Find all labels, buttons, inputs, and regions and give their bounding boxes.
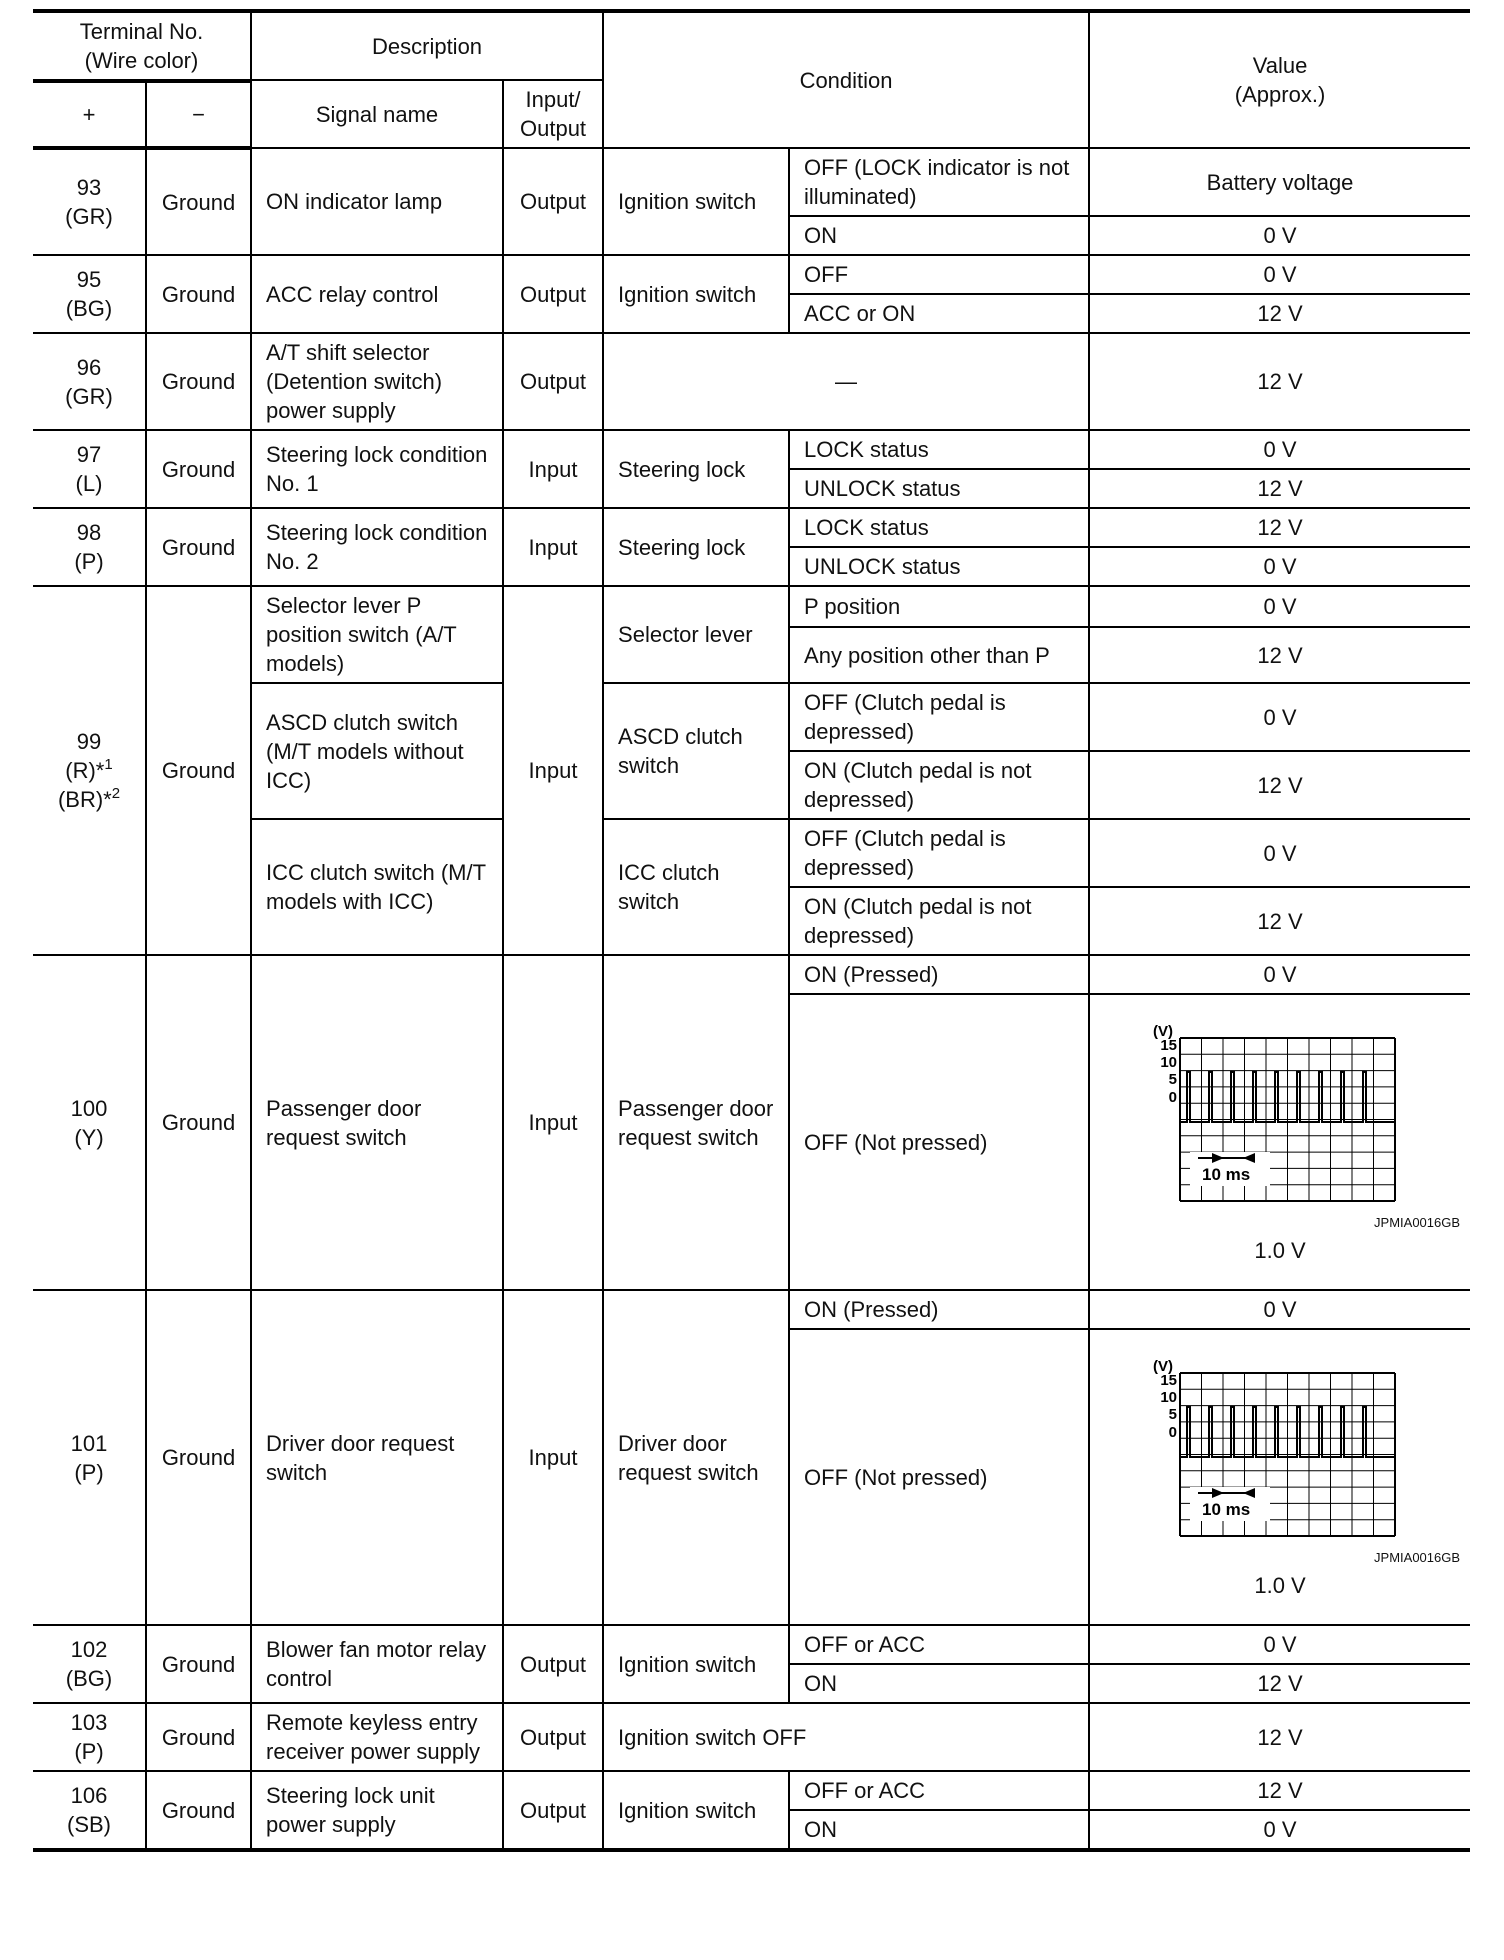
terminal-cell xyxy=(33,955,146,1290)
oscilloscope-waveform xyxy=(1150,1024,1410,1214)
value-header xyxy=(1089,11,1470,148)
io-cell: Input xyxy=(503,508,603,586)
sub-condition-cell: Any position other than P xyxy=(789,627,1089,683)
terminal-cell xyxy=(33,148,146,255)
footnote-mark: 2 xyxy=(111,785,121,802)
value-cell: 12 V xyxy=(1089,1703,1470,1771)
waveform-value: 1.0 V xyxy=(1254,1237,1306,1263)
value-cell: 0 V xyxy=(1089,216,1470,255)
condition-cell: ICC clutch switch xyxy=(603,819,789,955)
footnote-mark: 1 xyxy=(104,756,113,773)
sub-condition-cell: ON (Clutch pedal is not depressed) xyxy=(789,887,1089,955)
minus-header: − xyxy=(146,82,251,148)
terminal-cell xyxy=(33,586,146,955)
signal-name-cell: A/T shift selector (Detention switch) power supply xyxy=(251,333,503,430)
signal-name-cell: ASCD clutch switch (M/T models without ICC) xyxy=(251,683,503,819)
io-cell: Output xyxy=(503,255,603,333)
terminal-cell xyxy=(33,333,146,430)
signal-name-header: Signal name xyxy=(251,80,503,148)
wire-color: (Y) xyxy=(74,1124,104,1150)
condition-cell: Ignition switch xyxy=(603,255,789,333)
waveform-value: 1.0 V xyxy=(1254,1572,1306,1598)
sub-condition-cell: ACC or ON xyxy=(789,294,1089,333)
approx-label: (Approx.) xyxy=(1234,82,1326,107)
value-cell: 12 V xyxy=(1089,751,1470,819)
wire-color: (R)* xyxy=(65,758,105,783)
terminal-no-header xyxy=(33,11,251,80)
value-cell: 0 V xyxy=(1089,1625,1470,1664)
io-cell: Input xyxy=(503,430,603,508)
scope-tick-label: 5 xyxy=(1168,1405,1178,1423)
table-row xyxy=(33,430,1470,469)
sub-condition-cell: OFF (Not pressed) xyxy=(789,1329,1089,1625)
scope-tick-label: 10 xyxy=(1160,1053,1178,1071)
condition-cell: Steering lock xyxy=(603,508,789,586)
signal-name-cell: Steering lock condition No. 1 xyxy=(251,430,503,508)
sub-condition-cell: LOCK status xyxy=(789,430,1089,469)
io-cell: Output xyxy=(503,1703,603,1771)
table-row xyxy=(33,1290,1470,1329)
ground-cell: Ground xyxy=(146,1703,251,1771)
condition-header: Condition xyxy=(603,11,1089,148)
value-cell: 12 V xyxy=(1089,1771,1470,1810)
scope-unit-label: (V) xyxy=(1153,1023,1174,1040)
value-cell: Battery voltage xyxy=(1089,148,1470,216)
terminal-table xyxy=(33,9,1470,1852)
ground-cell: Ground xyxy=(146,430,251,508)
sub-condition-cell: OFF xyxy=(789,255,1089,294)
sub-condition-cell: UNLOCK status xyxy=(789,469,1089,508)
table-row xyxy=(33,955,1470,994)
value-cell: 0 V xyxy=(1089,1810,1470,1850)
value-cell: 12 V xyxy=(1089,887,1470,955)
scope-tick-label: 0 xyxy=(1168,1088,1178,1106)
terminal-cell xyxy=(33,508,146,586)
table-row xyxy=(33,1625,1470,1664)
figure-reference: JPMIA0016GB xyxy=(1374,1549,1461,1565)
ground-cell: Ground xyxy=(146,508,251,586)
signal-name-cell: Steering lock unit power supply xyxy=(251,1771,503,1850)
scope-tick-label: 0 xyxy=(1168,1423,1178,1441)
input-output-header: Input/ Output xyxy=(503,80,603,148)
figure-reference: JPMIA0016GB xyxy=(1374,1214,1461,1230)
wire-color: (GR) xyxy=(65,383,113,409)
ground-cell: Ground xyxy=(146,255,251,333)
time-division-label: 10 ms xyxy=(1202,1499,1251,1519)
ground-cell: Ground xyxy=(146,1771,251,1850)
signal-name-cell: Blower fan motor relay control xyxy=(251,1625,503,1703)
wire-color: (P) xyxy=(74,1739,104,1764)
table-row xyxy=(33,148,1470,216)
sub-condition-cell: OFF or ACC xyxy=(789,1625,1089,1664)
value-label: Value xyxy=(1252,53,1308,78)
sub-condition-cell: OFF or ACC xyxy=(789,1771,1089,1810)
value-cell: 0 V xyxy=(1089,683,1470,751)
sub-condition-cell: ON xyxy=(789,1810,1089,1850)
signal-name-cell: Remote keyless entry receiver power supply xyxy=(251,1703,503,1771)
terminal-number: 95 xyxy=(76,267,102,292)
terminal-cell xyxy=(33,1703,146,1771)
table-row xyxy=(33,1771,1470,1810)
condition-cell: Selector lever xyxy=(603,586,789,683)
value-cell: 0 V xyxy=(1089,586,1470,627)
table-row xyxy=(33,255,1470,294)
condition-cell: Ignition switch xyxy=(603,148,789,255)
condition-cell: Steering lock xyxy=(603,430,789,508)
signal-name-cell: Steering lock condition No. 2 xyxy=(251,508,503,586)
wire-color: (L) xyxy=(75,471,103,496)
ground-cell: Ground xyxy=(146,1625,251,1703)
wire-color: (BG) xyxy=(65,1666,113,1691)
value-cell: 0 V xyxy=(1089,547,1470,586)
sub-condition-cell: OFF (LOCK indicator is not illuminated) xyxy=(789,148,1089,216)
condition-cell: ASCD clutch switch xyxy=(603,683,789,819)
condition-cell: — xyxy=(603,333,1089,430)
scope-tick-label: 15 xyxy=(1160,1371,1178,1389)
terminal-number: 106 xyxy=(70,1783,108,1808)
io-cell: Input xyxy=(503,586,603,955)
scope-tick-label: 5 xyxy=(1168,1070,1178,1088)
terminal-no-label: Terminal No. xyxy=(79,19,204,44)
value-cell: 12 V xyxy=(1089,469,1470,508)
terminal-number: 100 xyxy=(70,1095,108,1121)
sub-condition-cell: LOCK status xyxy=(789,508,1089,547)
description-header: Description xyxy=(251,11,603,80)
wire-color: (BG) xyxy=(65,296,113,321)
terminal-number: 99 xyxy=(76,729,102,754)
table-row xyxy=(33,586,1470,627)
terminal-number: 93 xyxy=(76,175,102,200)
ground-cell: Ground xyxy=(146,1290,251,1625)
ground-cell: Ground xyxy=(146,333,251,430)
terminal-number: 103 xyxy=(70,1710,108,1735)
sub-condition-cell: OFF (Not pressed) xyxy=(789,994,1089,1290)
sub-condition-cell: ON (Pressed) xyxy=(789,1290,1089,1329)
io-cell: Output xyxy=(503,1625,603,1703)
terminal-number: 97 xyxy=(76,442,102,467)
terminal-number: 98 xyxy=(76,520,102,545)
condition-cell: Ignition switch xyxy=(603,1771,789,1850)
terminal-cell xyxy=(33,1290,146,1625)
sub-condition-cell: ON xyxy=(789,216,1089,255)
time-division-label: 10 ms xyxy=(1202,1164,1251,1184)
signal-name-cell: Passenger door request switch xyxy=(251,955,503,1290)
io-cell: Input xyxy=(503,1290,603,1625)
value-cell: 0 V xyxy=(1089,955,1470,994)
sub-condition-cell: ON (Clutch pedal is not depressed) xyxy=(789,751,1089,819)
sub-condition-cell: P position xyxy=(789,586,1089,627)
value-cell: 12 V xyxy=(1089,508,1470,547)
signal-name-cell: ICC clutch switch (M/T models with ICC) xyxy=(251,819,503,955)
sub-condition-cell: OFF (Clutch pedal is depressed) xyxy=(789,819,1089,887)
condition-cell: Driver door request switch xyxy=(603,1290,789,1625)
wire-color: (BR)* xyxy=(57,787,112,812)
io-cell: Input xyxy=(503,955,603,1290)
wire-color: (SB) xyxy=(67,1812,111,1837)
sub-condition-cell: OFF (Clutch pedal is depressed) xyxy=(789,683,1089,751)
wire-color: (GR) xyxy=(65,204,113,229)
value-cell: 0 V xyxy=(1089,819,1470,887)
value-cell: 0 V xyxy=(1089,1290,1470,1329)
terminal-cell xyxy=(33,1771,146,1850)
header-row-1 xyxy=(33,11,1470,80)
terminal-number: 101 xyxy=(70,1430,108,1456)
terminal-cell xyxy=(33,430,146,508)
oscilloscope-waveform xyxy=(1150,1359,1410,1549)
wire-color-label: (Wire color) xyxy=(84,48,199,73)
value-cell: 12 V xyxy=(1089,1664,1470,1703)
signal-name-cell: ON indicator lamp xyxy=(251,148,503,255)
scope-tick-label: 15 xyxy=(1160,1036,1178,1054)
value-cell: 12 V xyxy=(1089,294,1470,333)
value-cell-waveform xyxy=(1089,1329,1470,1625)
table-row xyxy=(33,333,1470,430)
signal-name-cell: ACC relay control xyxy=(251,255,503,333)
scope-tick-label: 10 xyxy=(1160,1388,1178,1406)
sub-condition-cell: ON (Pressed) xyxy=(789,955,1089,994)
ground-cell: Ground xyxy=(146,955,251,1290)
ground-cell: Ground xyxy=(146,148,251,255)
io-cell: Output xyxy=(503,1771,603,1850)
table-row xyxy=(33,1703,1470,1771)
terminal-number: 102 xyxy=(70,1637,108,1662)
value-cell: 0 V xyxy=(1089,255,1470,294)
condition-cell: Ignition switch OFF xyxy=(603,1703,1089,1771)
condition-cell: Ignition switch xyxy=(603,1625,789,1703)
table-row xyxy=(33,508,1470,547)
sub-condition-cell: UNLOCK status xyxy=(789,547,1089,586)
terminal-cell xyxy=(33,255,146,333)
ground-cell: Ground xyxy=(146,586,251,955)
terminal-cell xyxy=(33,1625,146,1703)
condition-cell: Passenger door request switch xyxy=(603,955,789,1290)
signal-name-cell: Selector lever P position switch (A/T models) xyxy=(251,586,503,683)
plus-header: + xyxy=(33,82,146,148)
io-cell: Output xyxy=(503,333,603,430)
terminal-number: 96 xyxy=(76,354,102,380)
signal-name-cell: Driver door request switch xyxy=(251,1290,503,1625)
value-cell: 0 V xyxy=(1089,430,1470,469)
value-cell: 12 V xyxy=(1089,333,1470,430)
wire-color: (P) xyxy=(74,1459,104,1485)
io-cell: Output xyxy=(503,148,603,255)
scope-unit-label: (V) xyxy=(1153,1358,1174,1375)
wire-color: (P) xyxy=(74,549,104,574)
sub-condition-cell: ON xyxy=(789,1664,1089,1703)
value-cell-waveform xyxy=(1089,994,1470,1290)
value-cell: 12 V xyxy=(1089,627,1470,683)
